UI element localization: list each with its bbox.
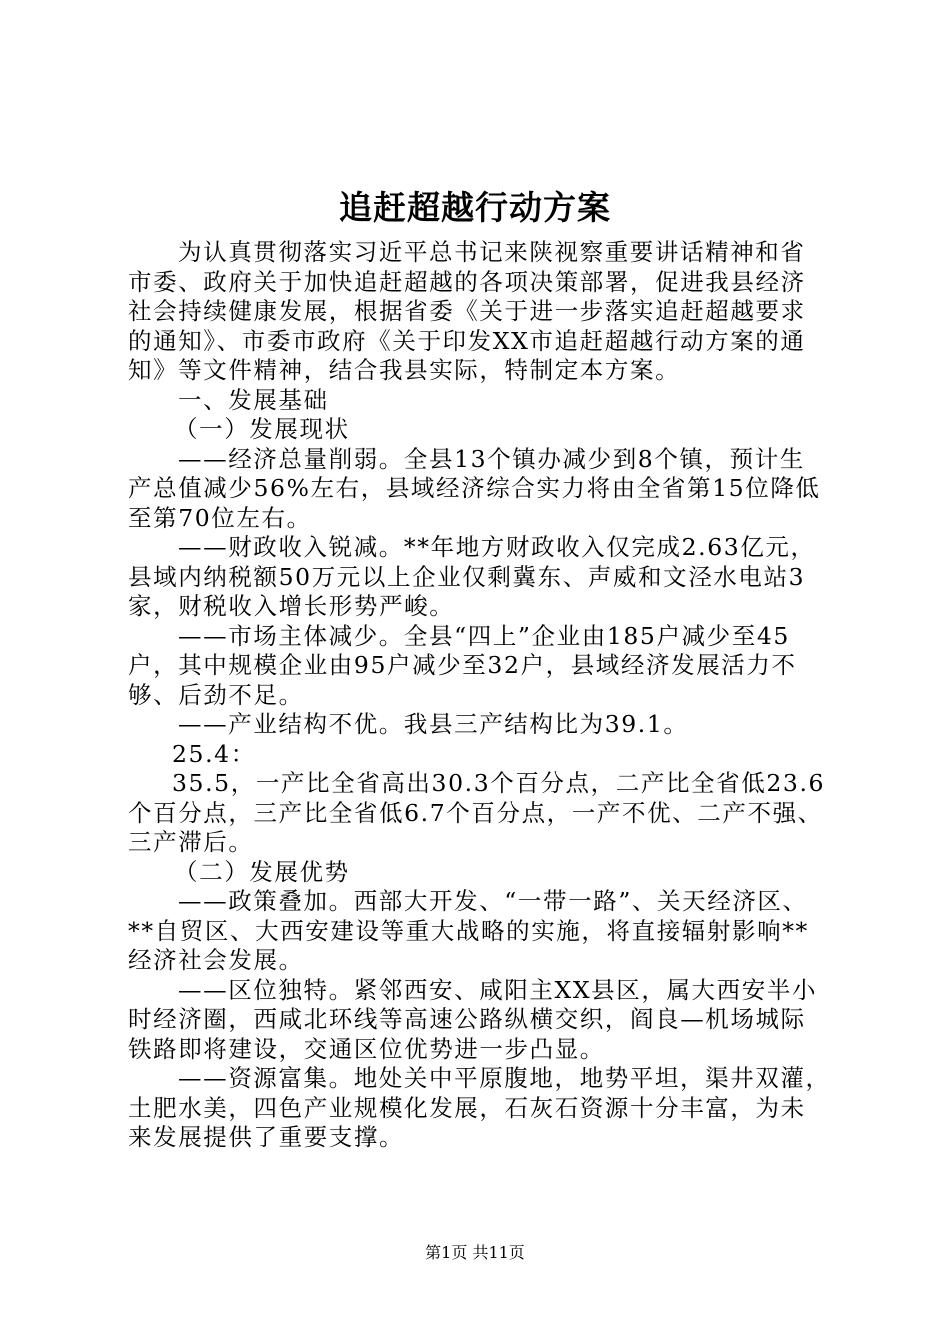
paragraph-line: 至第70位左右。 bbox=[128, 503, 312, 532]
subsection-heading: （二）发展优势 bbox=[174, 857, 350, 886]
paragraph-line: 铁路即将建设，交通区位优势进一步凸显。 bbox=[128, 1034, 605, 1063]
paragraph-line: 社会持续健康发展，根据省委《关于进一步落实追赶超越要求 bbox=[128, 297, 806, 325]
paragraph-line: 为认真贯彻落实习近平总书记来陕视察重要讲话精神和省 bbox=[178, 238, 806, 266]
paragraph-line: 县域内纳税额50万元以上企业仅剩冀东、声威和文泾水电站3 bbox=[128, 562, 806, 591]
paragraph-line: 的通知》、市委市政府《关于印发XX市追赶超越行动方案的通 bbox=[128, 326, 806, 355]
paragraph-line: 25.4： bbox=[172, 739, 256, 768]
paragraph-line: 够、后劲不足。 bbox=[128, 680, 304, 709]
document-body bbox=[128, 238, 840, 1153]
paragraph-line: 35.5，一产比全省高出30.3个百分点，二产比全省低23.6 bbox=[172, 769, 826, 797]
paragraph-line: 时经济圈，西咸北环线等高速公路纵横交织，阎良—机场城际 bbox=[128, 1005, 806, 1033]
paragraph-line: 经济社会发展。 bbox=[128, 946, 304, 974]
paragraph-line: ——资源富集。地处关中平原腹地，地势平坦，渠井双灌， bbox=[178, 1064, 831, 1092]
paragraph-line: 市委、政府关于加快追赶超越的各项决策部署，促进我县经济 bbox=[128, 267, 806, 296]
paragraph-line: 产总值减少56%左右，县域经济综合实力将由全省第15位降低 bbox=[128, 474, 821, 502]
paragraph-line: ——市场主体减少。全县“四上”企业由185户减少至45 bbox=[178, 621, 790, 650]
paragraph-line: 知》等文件精神，结合我县实际，特制定本方案。 bbox=[128, 356, 681, 384]
paragraph-line: ——区位独特。紧邻西安、咸阳主XX县区，属大西安半小 bbox=[178, 975, 818, 1004]
paragraph-line: 个百分点，三产比全省低6.7个百分点，一产不优、二产不强、 bbox=[128, 798, 823, 827]
paragraph-line: 三产滞后。 bbox=[128, 828, 254, 856]
paragraph-line: ——产业结构不优。我县三产结构比为39.1。 bbox=[178, 710, 689, 738]
paragraph-line: 来发展提供了重要支撑。 bbox=[128, 1123, 405, 1151]
paragraph-line: ——财政收入锐减。**年地方财政收入仅完成2.63亿元， bbox=[178, 533, 816, 561]
paragraph-line: ——经济总量削弱。全县13个镇办减少到8个镇，预计生 bbox=[178, 444, 805, 473]
paragraph-line: ——政策叠加。西部大开发、“一带一路”、关天经济区、 bbox=[178, 887, 808, 915]
paragraph-line: 户，其中规模企业由95户减少至32户，县域经济发展活力不 bbox=[128, 651, 797, 679]
paragraph-line: 家，财税收入增长形势严峻。 bbox=[128, 592, 455, 620]
page-number-footer: 第1页 共11页 bbox=[425, 1243, 525, 1262]
section-heading: 一、发展基础 bbox=[178, 385, 329, 414]
document-title: 追赶超越行动方案 bbox=[339, 188, 611, 227]
subsection-heading: （一）发展现状 bbox=[174, 415, 350, 443]
paragraph-line: 土肥水美，四色产业规模化发展，石灰石资源十分丰富，为未 bbox=[128, 1093, 806, 1122]
paragraph-line: **自贸区、大西安建设等重大战略的实施，将直接辐射影响** bbox=[128, 916, 809, 945]
